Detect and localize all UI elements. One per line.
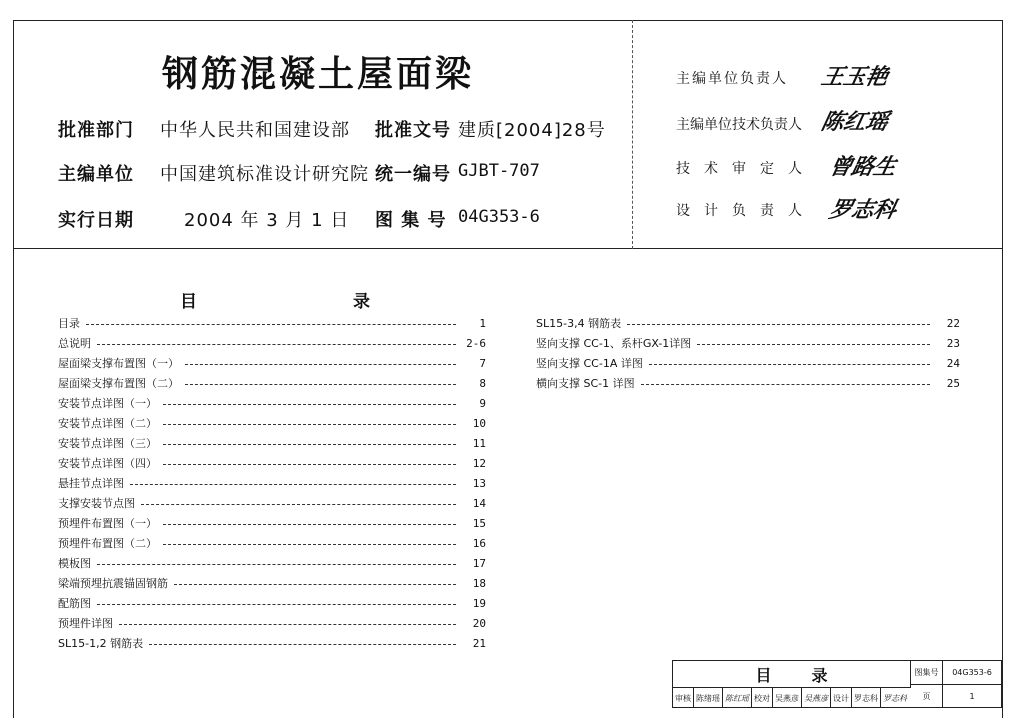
approval-doc-value: 建质[2004]28号 [458, 120, 606, 141]
toc-entry-title: 横向支撑 SC-1 详图 [536, 377, 635, 390]
toc-entry-title: 安装节点详图（二） [58, 417, 157, 430]
signature: 罗志科 [826, 197, 899, 223]
toc-entry-page: 7 [479, 356, 486, 370]
chief-unit-label: 主编单位 [58, 164, 134, 185]
toc-leader [697, 344, 930, 345]
effective-date-label: 实行日期 [58, 210, 134, 231]
toc-entry-page: 16 [472, 536, 486, 550]
toc-entry-title: 配筋图 [58, 597, 91, 610]
toc-entry-title: 目录 [58, 317, 80, 330]
toc-leader [97, 604, 456, 605]
toc-entry-page: 8 [479, 376, 486, 390]
toc-entry-page: 15 [472, 516, 486, 530]
signatory-role: 主编单位技术负责人 [676, 117, 802, 133]
signature: 陈红瑶 [818, 109, 891, 135]
chief-unit-value: 中国建筑标准设计研究院 [160, 164, 369, 185]
toc-leader [163, 424, 456, 425]
toc-leader [185, 364, 456, 365]
toc-leader [141, 504, 456, 505]
toc-entry-title: 安装节点详图（一） [58, 397, 157, 410]
toc-entry-title: 预埋件布置图（一） [58, 517, 157, 530]
page-value: 1 [969, 691, 975, 701]
toc-entry-title: 竖向支撑 CC-1、系杆GX-1详图 [536, 337, 692, 350]
toc-heading-right: 录 [353, 292, 370, 312]
sign-name: 陈绪瑶 [694, 688, 723, 708]
toc-entry-title: 屋面梁支撑布置图（一） [58, 357, 179, 370]
signatory-role: 设计负责人 [676, 203, 816, 219]
sign-name: 吴燕彦 [773, 688, 802, 708]
toc-entry[interactable] [58, 633, 486, 653]
toc-right-column [536, 313, 960, 393]
toc-entry[interactable] [536, 353, 960, 373]
toc-entry-page: 9 [479, 396, 486, 410]
toc-entry[interactable] [58, 553, 486, 573]
toc-leader [163, 544, 456, 545]
toc-entry-title: SL15-1,2 钢筋表 [58, 637, 144, 650]
signatory-role: 主编单位负责人 [676, 71, 788, 87]
title-block [672, 660, 1002, 708]
toc-entry-page: 1 [479, 316, 486, 330]
toc-leader [641, 384, 930, 385]
title-block-title-right: 录 [811, 665, 828, 685]
title-block-title [673, 661, 911, 688]
toc-heading [180, 287, 370, 312]
toc-left-column [58, 313, 486, 653]
toc-entry-title: 梁端预埋抗震锚固钢筋 [58, 577, 168, 590]
toc-entry[interactable] [58, 513, 486, 533]
toc-entry-page: 14 [472, 496, 486, 510]
atlas-label: 图集号 [911, 661, 943, 685]
sign-role: 设计 [831, 688, 852, 708]
unified-number-label: 统一编号 [375, 164, 451, 185]
toc-entry[interactable] [58, 593, 486, 613]
toc-leader [97, 564, 456, 565]
approval-doc-label: 批准文号 [375, 120, 451, 141]
toc-entry[interactable] [58, 533, 486, 553]
toc-entry[interactable] [58, 573, 486, 593]
sign-role: 审核 [673, 688, 694, 708]
toc-entry-page: 10 [472, 416, 486, 430]
toc-entry[interactable] [536, 313, 960, 333]
toc-entry-page: 20 [472, 616, 486, 630]
toc-entry-page: 24 [946, 356, 960, 370]
signature: 罗志科 [883, 693, 907, 703]
approval-dept-value: 中华人民共和国建设部 [160, 120, 350, 141]
toc-entry[interactable] [58, 613, 486, 633]
toc-entry-page: 23 [946, 336, 960, 350]
title-block-meta [911, 661, 1001, 709]
header-divider [632, 20, 633, 249]
title-block-title-left: 目 [755, 665, 772, 685]
atlas-number-label: 图 集 号 [375, 210, 447, 231]
toc-entry-page: 19 [472, 596, 486, 610]
toc-leader [119, 624, 456, 625]
signature: 陈红瑶 [723, 688, 752, 708]
atlas-value: 04G353-6 [943, 661, 1001, 685]
title-block-sign-row [673, 688, 911, 708]
toc-entry[interactable] [536, 333, 960, 353]
toc-leader [627, 324, 930, 325]
signature: 曾路生 [826, 154, 899, 180]
signature: 王玉艳 [818, 64, 891, 90]
toc-entry[interactable] [536, 373, 960, 393]
toc-leader [130, 484, 456, 485]
toc-entry-page: 22 [946, 316, 960, 330]
toc-entry-title: 预埋件布置图（二） [58, 537, 157, 550]
toc-entry-page: 17 [472, 556, 486, 570]
toc-leader [649, 364, 930, 365]
toc-entry-title: SL15-3,4 钢筋表 [536, 317, 622, 330]
sign-name: 罗志科 [852, 688, 881, 708]
sign-role: 校对 [752, 688, 773, 708]
toc-leader [174, 584, 456, 585]
toc-entry-title: 总说明 [58, 337, 91, 350]
toc-leader [163, 444, 456, 445]
effective-date-value: 2004 年 3 月 1 日 [184, 210, 350, 231]
toc-entry[interactable] [58, 433, 486, 453]
toc-entry[interactable] [58, 333, 486, 353]
toc-entry-page: 12 [472, 456, 486, 470]
toc-entry[interactable] [58, 473, 486, 493]
atlas-number-value: 04G353-6 [458, 207, 540, 227]
toc-entry-page: 13 [472, 476, 486, 490]
toc-entry-page: 21 [472, 636, 486, 650]
signatory-role: 技术审定人 [676, 161, 816, 177]
toc-entry-title: 悬挂节点详图 [58, 477, 124, 490]
toc-entry-title: 安装节点详图（四） [58, 457, 157, 470]
toc-entry-page: 25 [946, 376, 960, 390]
toc-entry[interactable] [58, 453, 486, 473]
toc-leader [163, 404, 456, 405]
signature: 吴燕彦 [802, 688, 831, 708]
toc-entry[interactable] [58, 353, 486, 373]
toc-entry-title: 预埋件详图 [58, 617, 113, 630]
page-label: 页 [911, 685, 943, 707]
toc-leader [149, 644, 456, 645]
unified-number-value: GJBT-707 [458, 161, 540, 181]
toc-entry-title: 支撑安装节点图 [58, 497, 135, 510]
toc-entry-title: 屋面梁支撑布置图（二） [58, 377, 179, 390]
toc-leader [163, 524, 456, 525]
toc-entry[interactable] [58, 393, 486, 413]
toc-entry-title: 竖向支撑 CC-1A 详图 [536, 357, 643, 370]
toc-entry-title: 模板图 [58, 557, 91, 570]
toc-heading-left: 目 [180, 292, 197, 312]
toc-entry-page: 2-6 [466, 336, 486, 350]
toc-entry-page: 11 [472, 436, 486, 450]
toc-entry[interactable] [58, 413, 486, 433]
toc-entry-page: 18 [472, 576, 486, 590]
toc-entry[interactable] [58, 373, 486, 393]
toc-leader [86, 324, 456, 325]
page-title: 钢筋混凝土屋面梁 [162, 54, 475, 95]
toc-leader [185, 384, 456, 385]
toc-entry[interactable] [58, 493, 486, 513]
toc-entry[interactable] [58, 313, 486, 333]
toc-leader [163, 464, 456, 465]
toc-entry-title: 安装节点详图（三） [58, 437, 157, 450]
approval-dept-label: 批准部门 [58, 120, 134, 141]
toc-leader [97, 344, 456, 345]
